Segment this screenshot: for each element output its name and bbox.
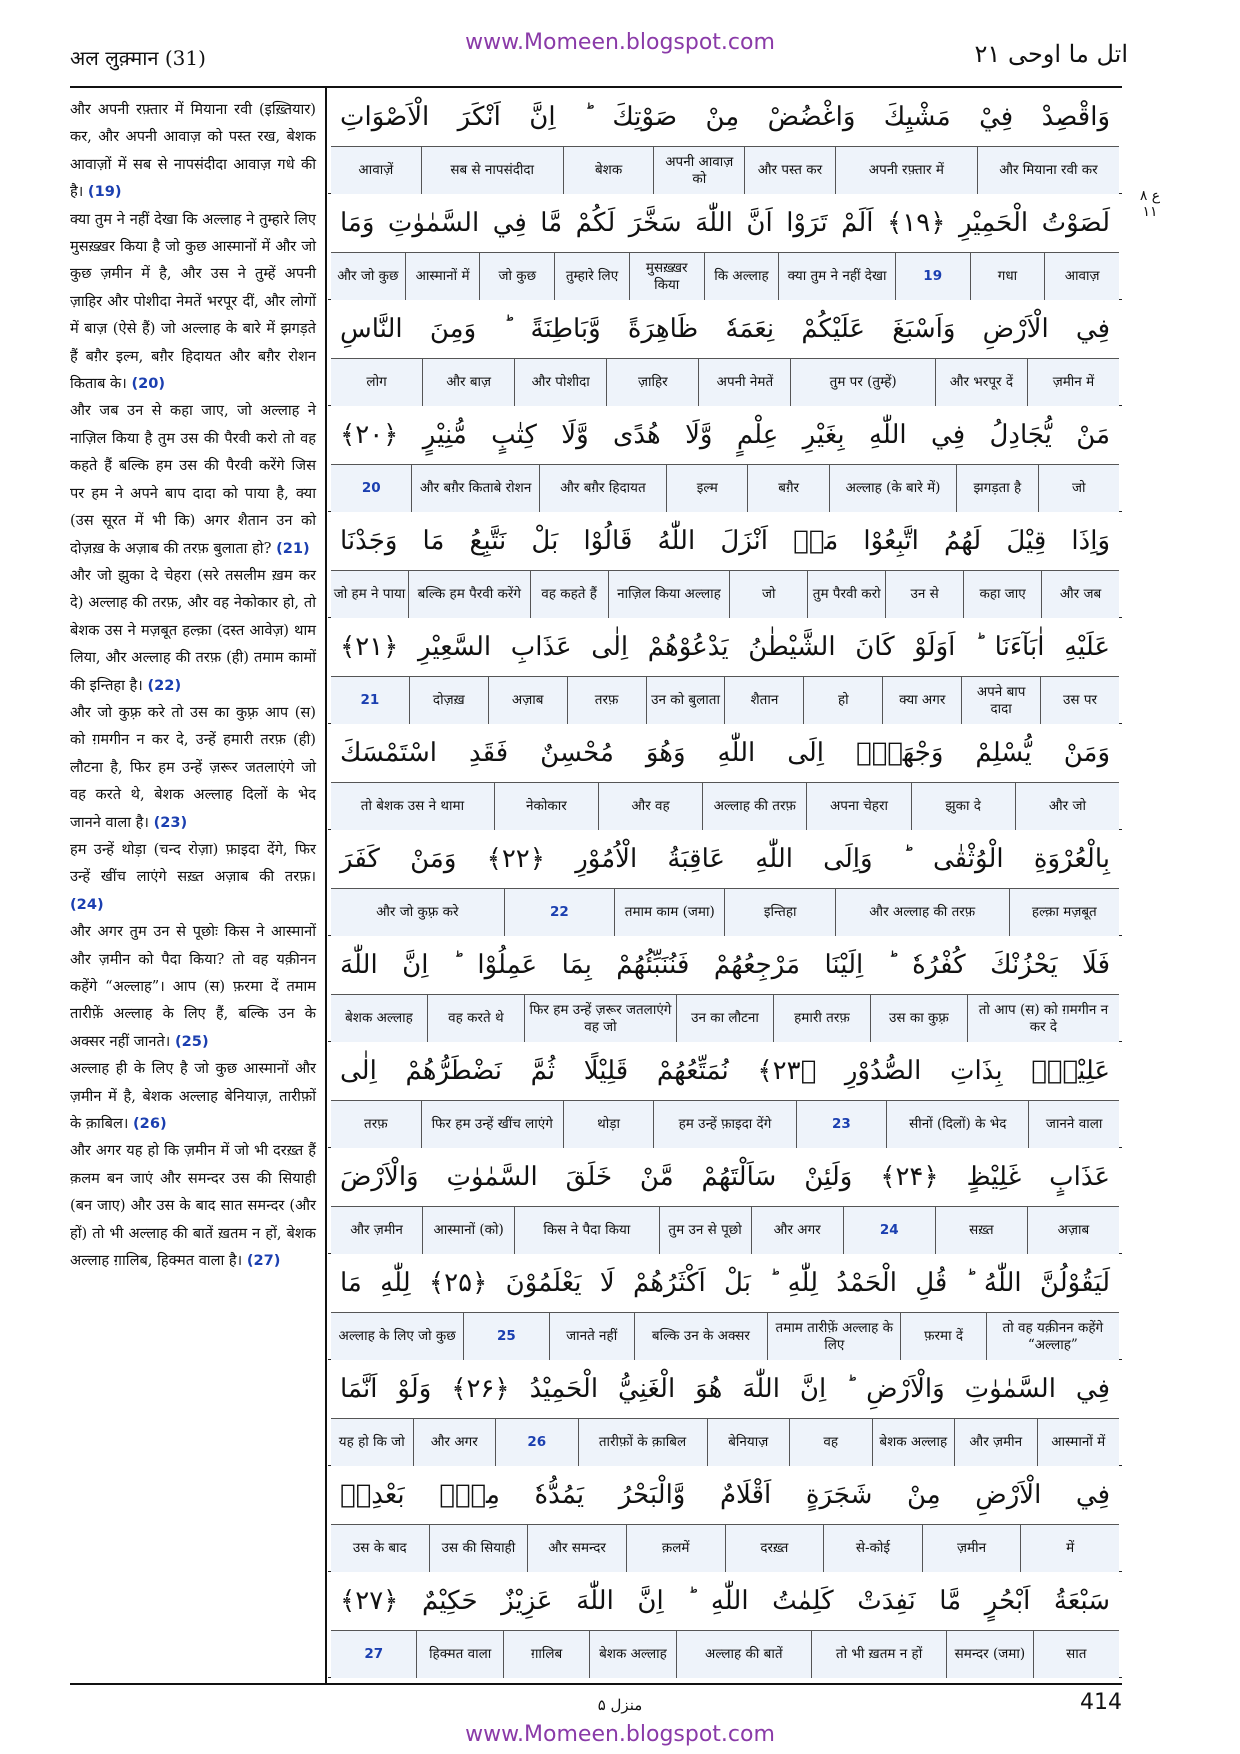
verse-translation: और अपनी रफ़्तार में मियाना रवी (इख़्तियार) कर, और अपनी आवाज़ को पस्त रख, बेशक आवाज़ों में सब से नापसंदीदा आवाज़ गधे की है।: [70, 101, 316, 201]
word-meaning-row: [331, 570, 1119, 618]
word-meaning-cell: तमाम तारीफ़ें अल्लाह के लिए: [767, 1313, 900, 1360]
verse-line-block: [328, 406, 1122, 512]
word-meaning-cell: अल्लाह की बातें: [676, 1631, 811, 1678]
word-meaning-cell: उस के बाद: [352, 1540, 407, 1556]
arabic-line: فِي الْاَرْضِ وَاَسْبَغَ عَلَيْكُمْ نِعَمَهٗ ظَاهِرَةً وَّبَاطِنَةً ؕ وَمِنَ النَّاسِ: [340, 314, 1110, 344]
word-meaning-cell: हमारी तरफ़: [773, 995, 870, 1042]
word-meaning-cell: आस्मानों में: [405, 253, 480, 300]
word-meaning-cell: गधा: [970, 253, 1045, 300]
arabic-line: وَاِذَا قِيْلَ لَهُمُ اتَّبِعُوْا مَاۤ اَنْزَلَ اللّٰهُ قَالُوْا بَلْ نَتَّبِعُ مَا وَجَدْنَا: [340, 526, 1110, 556]
verse-translation: और जो झुका दे चेहरा (सरे तसलीम ख़म कर दे) अल्लाह की तरफ़, और वह नेकोकार हो, तो बेशक उस ने मज़बूत हल्क़ा (दस्त आवेज़) थाम लिया, और अल्लाह की तरफ़ (ही) तमाम कामों की इन्तिहा है।: [70, 566, 316, 694]
word-meaning-cell: बेशक अल्लाह: [345, 1010, 413, 1026]
word-meaning-cell: और ज़मीन: [954, 1419, 1037, 1466]
word-meaning-cell: शैतान: [724, 677, 803, 724]
word-meaning-cell: दोज़ख़: [409, 677, 488, 724]
word-meaning-cell: वह करते थे: [427, 995, 524, 1042]
word-meaning-cell: बेशक अल्लाह: [589, 1631, 675, 1678]
word-meaning-cell: अपनी नेमतें: [698, 359, 790, 406]
verse-line-block: [328, 1572, 1122, 1678]
verse-translation: और जब उन से कहा जाए, जो अल्लाह ने नाज़िल किया है तुम उस की पैरवी करो तो वह कहते हैं बल्कि हम उस की पैरवी करेंगे जिस पर हम ने अपने बाप दादा को पाया है, क्या (उस सूरत में भी कि) अगर शैतान उन को दोज़ख़ के अज़ाब की तरफ़ बुलाता हो?: [70, 402, 316, 557]
word-meaning-cell: इन्तिहा: [724, 889, 834, 936]
word-meaning-cell: अपना चेहरा: [806, 783, 910, 830]
word-meaning-cell: थोड़ा: [563, 1101, 654, 1148]
verse-line-block: [328, 194, 1122, 300]
word-meaning-row: [331, 782, 1119, 830]
word-meaning-cell: और जो: [1015, 783, 1119, 830]
word-meaning-cell: हल्क़ा मज़बूत: [1009, 889, 1119, 936]
arabic-line: وَاقْصِدْ فِيْ مَشْيِكَ وَاغْضُضْ مِنْ صَوْتِكَ ؕ اِنَّ اَنْكَرَ الْاَصْوَاتِ: [340, 102, 1110, 132]
word-meaning-row: [331, 1312, 1119, 1360]
verse-line-block: [328, 618, 1122, 724]
word-meaning-cell: सब से नापसंदीदा: [421, 147, 563, 194]
word-meaning-cell: अल्लाह की तरफ़: [702, 783, 806, 830]
word-meaning-cell: बग़ैर: [747, 465, 828, 512]
word-meaning-cell: अपनी आवाज़ को: [653, 147, 744, 194]
word-meaning-cell: उन से: [885, 571, 963, 618]
word-meaning-cell: जो हम ने पाया: [333, 586, 406, 602]
word-meaning-row: [331, 464, 1119, 512]
word-meaning-cell: सात: [1033, 1631, 1119, 1678]
word-meaning-cell: बेशक अल्लाह: [872, 1419, 955, 1466]
arabic-line: وَمَنْ يُّسْلِمْ وَجْهَهٗۤ اِلَى اللّٰهِ وَهُوَ مُحْسِنٌ فَقَدِ اسْتَمْسَكَ: [340, 738, 1110, 768]
word-meaning-row: [331, 358, 1119, 406]
word-meaning-cell: लोग: [366, 374, 387, 390]
surah-title: अल लुक़्मान (31): [70, 46, 206, 70]
word-meaning-cell: इल्म: [666, 465, 747, 512]
word-meaning-cell: नाज़िल किया अल्लाह: [608, 571, 730, 618]
word-meaning-cell: दरख़्त: [725, 1525, 824, 1572]
arabic-line: فِي السَّمٰوٰتِ وَالْاَرْضِ ؕ اِنَّ اللّٰهَ هُوَ الْغَنِيُّ الْحَمِيْدُ ﴿۲۶﴾ وَلَوْ اَنَّمَا: [340, 1374, 1110, 1404]
verse-translation: क्या तुम ने नहीं देखा कि अल्लाह ने तुम्हारे लिए मुसख़्ख़र किया है जो कुछ आस्मानों में और जो कुछ ज़मीन में है, और उस ने तुम्हें अपनी ज़ाहिर और पोशीदा नेमतें भरपूर दीं, और लोगों में बाज़ (ऐसे हैं) जो अल्लाह के बारे में झगड़ते हैं बग़ैर इल्म, बग़ैर हिदायत और बग़ैर रोशन किताब के।: [70, 210, 316, 393]
verse-number-cell: 25: [463, 1313, 548, 1360]
word-meaning-cell: ज़मीन में: [1027, 359, 1119, 406]
word-meaning-cell: झगड़ता है: [956, 465, 1037, 512]
ruku-marker: ع ۸ ۱۱: [1139, 188, 1161, 220]
word-meaning-cell: हम उन्हें फ़ाइदा देंगे: [653, 1101, 795, 1148]
verse-translation: अल्लाह ही के लिए है जो कुछ आस्मानों और ज़मीन में है, बेशक अल्लाह बेनियाज़, तारीफ़ों के क़ाबिल।: [70, 1060, 316, 1133]
arabic-line: بِالْعُرْوَةِ الْوُثْقٰى ؕ وَاِلَى اللّٰهِ عَاقِبَةُ الْاُمُوْرِ ﴿۲۲﴾ وَمَنْ كَفَرَ: [340, 844, 1110, 874]
word-meaning-cell: नेकोकार: [494, 783, 598, 830]
word-meaning-cell: हो: [803, 677, 882, 724]
word-meaning-cell: तमाम काम (जमा): [614, 889, 724, 936]
word-meaning-cell: आवाज़: [1044, 253, 1119, 300]
word-meaning-cell: जो कुछ: [479, 253, 554, 300]
word-meaning-cell: सीनों (दिलों) के भेद: [886, 1101, 1028, 1148]
word-meaning-cell: और जब: [1041, 571, 1119, 618]
word-meaning-cell: वह कहते हैं: [530, 571, 608, 618]
word-meaning-cell: तो भी ख़तम न हों: [811, 1631, 946, 1678]
word-meaning-cell: और जो कुछ: [337, 268, 399, 284]
verse-line-block: [328, 1042, 1122, 1148]
verse-line-block: [328, 1360, 1122, 1466]
manzil-label: منزل ۵: [597, 1696, 643, 1714]
word-meaning-cell: यह हो कि जो: [338, 1434, 405, 1450]
word-meaning-cell: जो: [1038, 465, 1119, 512]
word-meaning-cell: जानते नहीं: [549, 1313, 634, 1360]
word-meaning-cell: ज़मीन: [922, 1525, 1021, 1572]
word-meaning-cell: तरफ़: [567, 677, 646, 724]
arabic-line: فِي الْاَرْضِ مِنْ شَجَرَةٍ اَقْلَامٌ وَّالْبَحْرُ يَمُدُّهٗ مِنْۢ بَعْدِهٖ: [340, 1480, 1110, 1510]
word-meaning-cell: जानने वाला: [1028, 1101, 1119, 1148]
verse-number-cell: 21: [360, 692, 380, 708]
arabic-line: عَلِيْمٌۢ بِذَاتِ الصُّدُوْرِ ﴿۲۳﴾ نُمَتِّعُهُمْ قَلِيْلًا ثُمَّ نَضْطَرُّهُمْ اِلٰى: [340, 1056, 1110, 1086]
word-meaning-cell: समन्दर (जमा): [946, 1631, 1032, 1678]
verse-translation: और जो कुफ़्र करे तो उस का कुफ़्र आप (स) को ग़मगीन न कर दे, उन्हें हमारी तरफ़ (ही) लौटना है, फिर हम उन्हें ज़रूर जतलाएंगे जो वह करते थे, बेशक अल्लाह दिलों के भेद जानने वाला है।: [70, 703, 316, 831]
word-meaning-cell: अपनी रफ़्तार में: [835, 147, 977, 194]
word-meaning-cell: क्या अगर: [882, 677, 961, 724]
verse-number: (25): [174, 1032, 209, 1050]
translation-column: [70, 96, 316, 1274]
word-meaning-row: [331, 146, 1119, 194]
word-meaning-cell: बेनियाज़: [707, 1419, 790, 1466]
word-meaning-cell: और मियाना रवी कर: [977, 147, 1119, 194]
word-meaning-cell: और अगर: [751, 1207, 843, 1254]
verse-line-block: [328, 724, 1122, 830]
word-meaning-cell: तुम्हारे लिए: [554, 253, 629, 300]
word-meaning-cell: अपने बाप दादा: [961, 677, 1040, 724]
verse-number: (24): [70, 895, 104, 913]
verse-translation: और अगर यह हो कि ज़मीन में जो भी दरख़्त हैं क़लम बन जाएं और समन्दर उस की सियाही (बन जाए) और उस के बाद सात समन्दर (और हों) तो भी अल्लाह की बातें ख़तम न हों, बेशक अल्लाह ग़ालिब, हिक्मत वाला है।: [70, 1142, 316, 1270]
word-meaning-cell: ज़ाहिर: [606, 359, 698, 406]
word-meaning-cell: अल्लाह (के बारे में): [829, 465, 956, 512]
verse-number-cell: 24: [843, 1207, 935, 1254]
verse-number-cell: 19: [895, 253, 970, 300]
verse-translation: हम उन्हें थोड़ा (चन्द रोज़ा) फ़ाइदा देंगे, फिर उन्हें खींच लाएंगे सख़्त अज़ाब की तरफ़।: [70, 840, 316, 886]
word-meaning-row: [331, 676, 1119, 724]
word-meaning-cell: तुम पैरवी करो: [807, 571, 885, 618]
word-meaning-cell: मुसख़्ख़र किया: [629, 253, 704, 300]
word-meaning-row: [331, 1206, 1119, 1254]
word-meaning-row: [331, 1100, 1119, 1148]
word-meaning-row: [331, 252, 1119, 300]
verse-number-cell: 26: [495, 1419, 578, 1466]
word-meaning-cell: बल्कि हम पैरवी करेंगे: [408, 571, 530, 618]
verse-number: (27): [246, 1252, 281, 1270]
verse-number-cell: 20: [361, 480, 381, 496]
word-meaning-cell: उन को बुलाता: [646, 677, 725, 724]
word-meaning-cell: ग़ालिब: [503, 1631, 589, 1678]
word-meaning-cell: और वह: [598, 783, 702, 830]
word-meaning-cell: और भरपूर दें: [935, 359, 1027, 406]
word-meaning-row: [331, 888, 1119, 936]
bottom-rule: [70, 1683, 1122, 1685]
word-meaning-cell: फिर हम उन्हें ज़रूर जतलाएंगे वह जो: [524, 995, 676, 1042]
word-meaning-cell: और बग़ैर किताबे रोशन: [411, 465, 538, 512]
word-meaning-cell: तुम उन से पूछो: [659, 1207, 751, 1254]
word-meaning-cell: किस ने पैदा किया: [514, 1207, 658, 1254]
word-meaning-cell: उस पर: [1040, 677, 1119, 724]
verse-number: (19): [87, 183, 122, 201]
word-meaning-cell: अज़ाब: [488, 677, 567, 724]
word-meaning-cell: तो आप (स) को ग़मगीन न कर दे: [967, 995, 1119, 1042]
word-meaning-cell: आस्मानों (को): [422, 1207, 514, 1254]
word-meaning-cell: तो बेशक उस ने थामा: [360, 798, 465, 814]
word-meaning-cell: आवाज़ें: [358, 162, 394, 178]
column-divider: [325, 86, 327, 1684]
word-meaning-cell: में: [1020, 1525, 1119, 1572]
verse-line-block: [328, 1148, 1122, 1254]
page-number: 414: [1080, 1690, 1122, 1715]
arabic-line: لَصَوْتُ الْحَمِيْرِ ﴿۱۹﴾ اَلَمْ تَرَوْا اَنَّ اللّٰهَ سَخَّرَ لَكُمْ مَّا فِي السَّمٰوٰتِ وَمَا: [340, 208, 1110, 238]
verse-line-block: [328, 1466, 1122, 1572]
verse-number: (22): [147, 676, 182, 694]
word-meaning-cell: कहा जाए: [963, 571, 1041, 618]
word-meaning-cell: अज़ाब: [1027, 1207, 1119, 1254]
arabic-line: لَيَقُوْلُنَّ اللّٰهُ ؕ قُلِ الْحَمْدُ لِلّٰهِ ؕ بَلْ اَكْثَرُهُمْ لَا يَعْلَمُوْنَ ﴿۲۵﴾ لِلّٰهِ مَا: [340, 1268, 1110, 1298]
word-meaning-row: [331, 994, 1119, 1042]
verse-line-block: [328, 300, 1122, 406]
verse-line-block: [328, 830, 1122, 936]
word-meaning-cell: और पोशीदा: [514, 359, 606, 406]
arabic-line: مَنْ يُّجَادِلُ فِي اللّٰهِ بِغَيْرِ عِلْمٍ وَّلَا هُدًى وَّلَا كِتٰبٍ مُّنِيْرٍ ﴿۲۰﴾: [340, 420, 1110, 450]
word-meaning-cell: तरफ़: [364, 1116, 388, 1132]
word-meaning-cell: तारीफ़ों के क़ाबिल: [578, 1419, 707, 1466]
word-meaning-cell: और पस्त कर: [744, 147, 835, 194]
word-meaning-cell: वह: [789, 1419, 872, 1466]
verse-number: (23): [153, 813, 188, 831]
word-meaning-cell: और अल्लाह की तरफ़: [835, 889, 1009, 936]
verse-line-block: [328, 88, 1122, 194]
word-meaning-cell: और अगर: [413, 1419, 496, 1466]
word-meaning-cell: फ़रमा दें: [900, 1313, 985, 1360]
word-meaning-cell: हिक्मत वाला: [416, 1631, 502, 1678]
word-meaning-cell: सख़्त: [935, 1207, 1027, 1254]
juz-title: اتل ما اوحی ۲۱: [974, 40, 1128, 68]
word-meaning-cell: जो: [729, 571, 807, 618]
verse-number-cell: 23: [796, 1101, 887, 1148]
word-meaning-cell: क्या तुम ने नहीं देखा: [778, 253, 895, 300]
word-meaning-cell: और समन्दर: [527, 1525, 626, 1572]
word-meaning-cell: उस का कुफ़्र: [870, 995, 967, 1042]
word-meaning-cell: आस्मानों में: [1037, 1419, 1120, 1466]
verse-line-block: [328, 936, 1122, 1042]
site-url-bottom[interactable]: www.Momeen.blogspot.com: [465, 1722, 775, 1747]
verse-number: (20): [131, 375, 166, 393]
word-meaning-cell: कि अल्लाह: [704, 253, 779, 300]
verse-line-block: [328, 1254, 1122, 1360]
word-by-word-grid: [328, 88, 1122, 1678]
word-meaning-row: [331, 1630, 1119, 1678]
verse-number: (26): [133, 1115, 167, 1133]
word-meaning-cell: उन का लौटना: [676, 995, 773, 1042]
word-meaning-row: [331, 1418, 1119, 1466]
word-meaning-cell: और जो कुफ़्र करे: [376, 904, 459, 920]
word-meaning-cell: झुका दे: [911, 783, 1015, 830]
arabic-line: عَلَيْهِ اٰبَآءَنَا ؕ اَوَلَوْ كَانَ الشَّيْطٰنُ يَدْعُوْهُمْ اِلٰى عَذَابِ السَّعِيْرِ ﴿۲۱﴾: [340, 632, 1110, 662]
word-meaning-cell: और बाज़: [422, 359, 514, 406]
verse-line-block: [328, 512, 1122, 618]
word-meaning-cell: से-कोई: [823, 1525, 922, 1572]
word-meaning-cell: तो वह यक़ीनन कहेंगे “अल्लाह”: [986, 1313, 1119, 1360]
word-meaning-row: [331, 1524, 1119, 1572]
verse-number: (21): [276, 539, 310, 557]
verse-number-cell: 27: [364, 1646, 384, 1662]
arabic-line: فَلَا يَحْزُنْكَ كُفْرُهٗ ؕ اِلَيْنَا مَرْجِعُهُمْ فَنُنَبِّئُهُمْ بِمَا عَمِلُوْا ؕ اِنَّ اللّٰهَ: [340, 950, 1110, 980]
word-meaning-cell: और बग़ैर हिदायत: [539, 465, 666, 512]
word-meaning-cell: और ज़मीन: [350, 1222, 403, 1238]
arabic-line: عَذَابٍ غَلِيْظٍ ﴿۲۴﴾ وَلَئِنْ سَاَلْتَهُمْ مَّنْ خَلَقَ السَّمٰوٰتِ وَالْاَرْضَ: [340, 1162, 1110, 1192]
word-meaning-cell: तुम पर (तुम्हें): [790, 359, 934, 406]
word-meaning-cell: उस की सियाही: [429, 1525, 528, 1572]
word-meaning-cell: क़लमें: [626, 1525, 725, 1572]
site-url-top[interactable]: www.Momeen.blogspot.com: [465, 30, 775, 55]
word-meaning-cell: बल्कि उन के अक्सर: [634, 1313, 767, 1360]
verse-number-cell: 22: [504, 889, 614, 936]
word-meaning-cell: बेशक: [563, 147, 654, 194]
word-meaning-cell: फिर हम उन्हें खींच लाएंगे: [421, 1101, 563, 1148]
verse-translation: और अगर तुम उन से पूछोः किस ने आस्मानों और ज़मीन को पैदा किया? तो वह यक़ीनन कहेंगे “अल्लाह”। आप (स) फ़रमा दें तमाम तारीफ़ें अल्लाह के लिए हैं, बल्कि उन के अक्सर नहीं जानते।: [70, 923, 316, 1050]
arabic-line: سَبْعَةُ اَبْحُرٍ مَّا نَفِدَتْ كَلِمٰتُ اللّٰهِ ؕ اِنَّ اللّٰهَ عَزِيْزٌ حَكِيْمٌ ﴿۲۷﴾: [340, 1586, 1110, 1616]
word-meaning-cell: अल्लाह के लिए जो कुछ: [338, 1328, 456, 1344]
